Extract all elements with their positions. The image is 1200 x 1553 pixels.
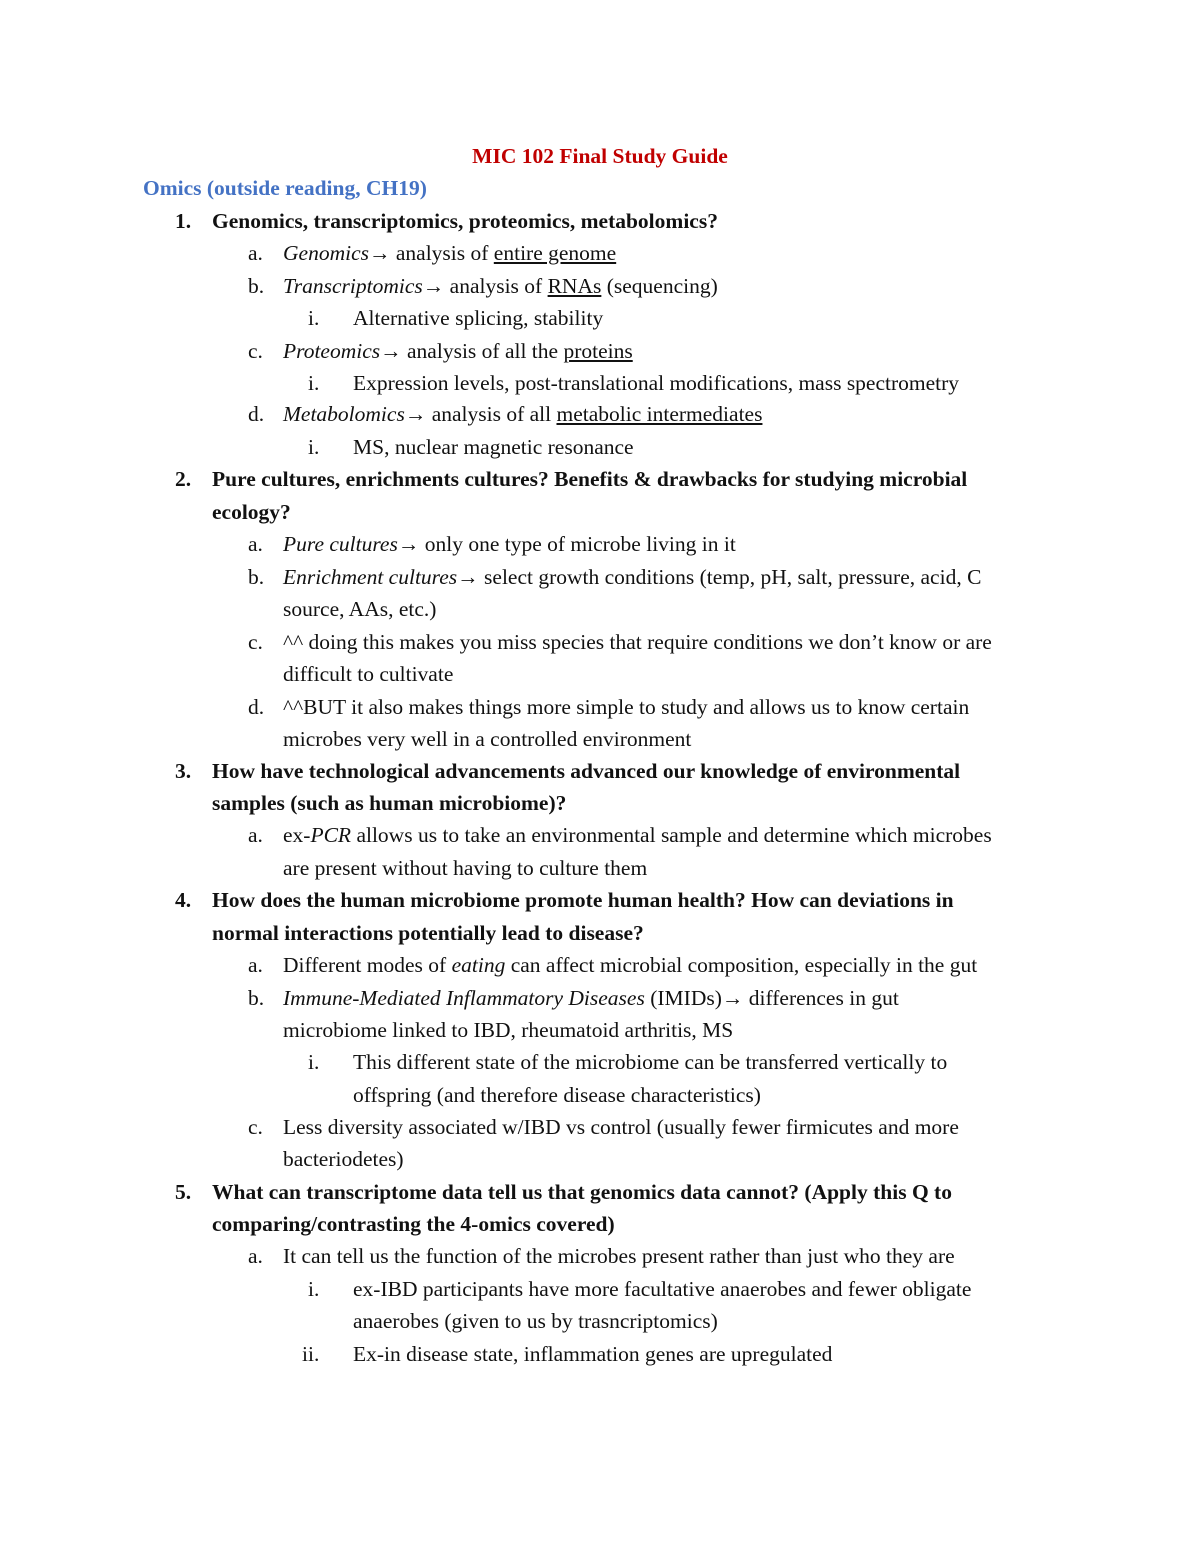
list-marker: i. <box>308 1050 320 1074</box>
list-marker: a. <box>248 953 263 977</box>
list-marker: i. <box>308 306 320 330</box>
question-text: Genomics, transcriptomics, proteomics, metabolomics? <box>212 209 718 233</box>
question-text: How does the human microbiome promote human health? How can deviations in <box>212 888 954 912</box>
list-marker: a. <box>248 532 263 556</box>
question-text: ecology? <box>212 500 291 524</box>
list-item: microbes very well in a controlled environment <box>283 727 692 751</box>
list-marker: i. <box>308 1277 320 1301</box>
list-item: Metabolomics→ analysis of all metabolic intermediates <box>283 402 763 426</box>
list-marker: d. <box>248 695 265 719</box>
list-marker: c. <box>248 1115 263 1139</box>
question-number: 4. <box>175 888 192 912</box>
list-item: source, AAs, etc.) <box>283 597 437 621</box>
question-text: Pure cultures, enrichments cultures? Benefits & drawbacks for studying microbial <box>212 467 968 491</box>
list-marker: c. <box>248 339 263 363</box>
list-item: Expression levels, post-translational modifications, mass spectrometry <box>353 371 960 395</box>
question-text: How have technological advancements advanced our knowledge of environmental <box>212 759 961 783</box>
list-marker: b. <box>248 274 265 298</box>
list-item: ex-IBD participants have more facultative anaerobes and fewer obligate <box>353 1277 972 1301</box>
question-text: samples (such as human microbiome)? <box>212 791 567 815</box>
list-item: ^^BUT it also makes things more simple to study and allows us to know certain <box>283 695 970 719</box>
list-item: Alternative splicing, stability <box>353 306 604 330</box>
question-number: 5. <box>175 1180 192 1204</box>
document-title: MIC 102 Final Study Guide <box>472 144 728 168</box>
section-heading: Omics (outside reading, CH19) <box>143 176 427 200</box>
list-item: Proteomics→ analysis of all the proteins <box>283 339 633 363</box>
list-item: It can tell us the function of the microbes present rather than just who they are <box>283 1244 955 1268</box>
question-text: comparing/contrasting the 4-omics covered) <box>212 1212 615 1236</box>
list-item: This different state of the microbiome can be transferred vertically to <box>353 1050 948 1074</box>
question-number: 3. <box>175 759 192 783</box>
list-item: Enrichment cultures→ select growth conditions (temp, pH, salt, pressure, acid, C <box>283 565 982 589</box>
list-item: Different modes of eating can affect microbial composition, especially in the gut <box>283 953 978 977</box>
list-marker: c. <box>248 630 263 654</box>
list-item: Less diversity associated w/IBD vs control (usually fewer firmicutes and more <box>283 1115 959 1139</box>
list-item: bacteriodetes) <box>283 1147 404 1171</box>
list-marker: a. <box>248 241 263 265</box>
list-item: difficult to cultivate <box>283 662 454 686</box>
list-item: ^^ doing this makes you miss species that require conditions we don’t know or are <box>283 630 992 654</box>
question-number: 1. <box>175 209 192 233</box>
list-item: are present without having to culture them <box>283 856 648 880</box>
list-item: Immune-Mediated Inflammatory Diseases (IMIDs)→ differences in gut <box>283 986 899 1010</box>
list-marker: a. <box>248 1244 263 1268</box>
list-item: MS, nuclear magnetic resonance <box>353 435 634 459</box>
list-marker: i. <box>308 435 320 459</box>
list-marker: i. <box>308 371 320 395</box>
list-item: Ex-in disease state, inflammation genes are upregulated <box>353 1342 833 1366</box>
question-text: normal interactions potentially lead to disease? <box>212 921 644 945</box>
list-item: offspring (and therefore disease characteristics) <box>353 1083 761 1107</box>
question-number: 2. <box>175 467 192 491</box>
list-item: Pure cultures→ only one type of microbe living in it <box>283 532 736 556</box>
list-marker: ii. <box>302 1342 320 1366</box>
list-item: anaerobes (given to us by trasncriptomics) <box>353 1309 718 1333</box>
list-item: Transcriptomics→ analysis of RNAs (sequencing) <box>283 274 718 298</box>
list-item: Genomics→ analysis of entire genome <box>283 241 617 265</box>
question-text: What can transcriptome data tell us that genomics data cannot? (Apply this Q to <box>212 1180 952 1204</box>
list-marker: a. <box>248 823 263 847</box>
list-item: microbiome linked to IBD, rheumatoid arthritis, MS <box>283 1018 734 1042</box>
list-marker: b. <box>248 565 265 589</box>
list-item: ex-PCR allows us to take an environmental sample and determine which microbes <box>283 823 992 847</box>
list-marker: d. <box>248 402 265 426</box>
list-marker: b. <box>248 986 265 1010</box>
